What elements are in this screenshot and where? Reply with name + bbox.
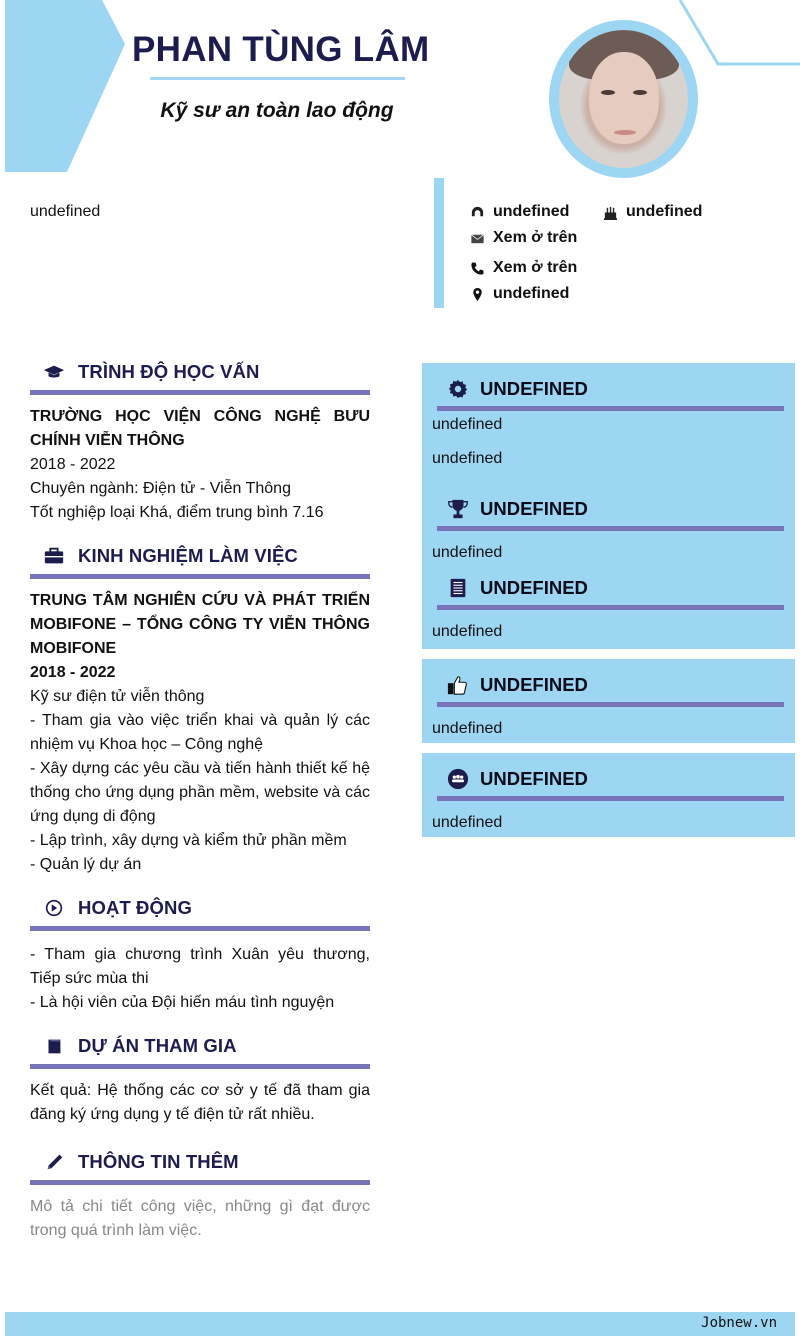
header-line-decoration xyxy=(670,0,800,70)
company-name: TRUNG TÂM NGHIÊN CỨU VÀ PHÁT TRIỂN MOBIFONE – TỔNG CÔNG TY VIỄN THÔNG MOBIFONE xyxy=(30,592,370,657)
panel-divider xyxy=(437,796,784,801)
section-experience xyxy=(30,539,370,877)
briefcase-icon xyxy=(42,545,66,567)
panel-item: undefined xyxy=(432,544,503,561)
avatar xyxy=(559,30,688,168)
contact-address: undefined xyxy=(469,285,569,303)
panel-title: UNDEFINED xyxy=(480,498,588,519)
avatar-frame xyxy=(549,20,698,178)
contact-email: Xem ở trên xyxy=(469,229,577,247)
panel-item: undefined xyxy=(432,450,503,467)
experience-period: 2018 - 2022 xyxy=(30,664,116,681)
name-underline xyxy=(150,77,405,80)
education-major: Chuyên ngành: Điện tử - Viễn Thông xyxy=(30,480,291,497)
candidate-name: PHAN TÙNG LÂM xyxy=(132,30,430,69)
project-text: Kết quả: Hệ thống các cơ sở y tế đã tham gia đăng ký ứng dụng y tế điện tử rất nhiều. xyxy=(30,1082,370,1123)
header-hexagon-decoration xyxy=(5,0,125,172)
section-title: KINH NGHIỆM LÀM VIỆC xyxy=(78,545,298,566)
extra-info-text: Mô tả chi tiết công việc, những gì đạt được trong quá trình làm việc. xyxy=(30,1198,370,1239)
career-summary: undefined xyxy=(30,203,101,220)
right-panel-group-1 xyxy=(422,363,795,649)
section-education xyxy=(30,355,370,525)
activity-line: - Là hội viên của Đội hiến máu tình nguyện xyxy=(30,994,335,1011)
experience-line: - Quản lý dự án xyxy=(30,856,142,873)
group-icon xyxy=(446,768,470,790)
panel-item: undefined xyxy=(432,623,503,640)
footer-brand[interactable]: Jobnew.vn xyxy=(701,1315,777,1331)
panel-title: UNDEFINED xyxy=(480,768,588,789)
contact-birthday: undefined xyxy=(602,203,702,221)
section-divider xyxy=(30,1064,370,1069)
birthday-cake-icon xyxy=(602,204,618,220)
panel-title: UNDEFINED xyxy=(480,577,588,598)
contact-accent-bar xyxy=(434,178,444,308)
panel-divider xyxy=(437,702,784,707)
graduation-cap-icon xyxy=(42,361,66,383)
panel-item: undefined xyxy=(432,814,503,831)
experience-line: - Tham gia vào việc triển khai và quản lý các nhiệm vụ Khoa học – Công nghệ xyxy=(30,712,370,753)
left-column xyxy=(30,355,370,1257)
panel-item: undefined xyxy=(432,416,503,433)
pencil-icon xyxy=(42,1151,66,1173)
experience-line: - Lập trình, xây dựng và kiểm thử phần mềm xyxy=(30,832,347,849)
play-circle-icon xyxy=(42,897,66,919)
map-pin-icon xyxy=(469,286,485,302)
panel-title: UNDEFINED xyxy=(480,378,588,399)
right-panel-interests xyxy=(422,659,795,743)
envelope-icon xyxy=(469,230,485,246)
thumbs-up-icon xyxy=(446,674,470,696)
experience-position: Kỹ sư điện tử viễn thông xyxy=(30,688,205,705)
job-title: Kỹ sư an toàn lao động xyxy=(160,99,394,122)
experience-line: - Xây dựng các yêu cầu và tiến hành thiết kế hệ thống cho ứng dụng phần mềm, website và các ứng dụng di động xyxy=(30,760,370,825)
school-name: TRƯỜNG HỌC VIỆN CÔNG NGHỆ BƯU CHÍNH VIỄN THÔNG xyxy=(30,408,370,449)
document-icon xyxy=(446,577,470,599)
right-panel-references xyxy=(422,753,795,837)
section-extra-info xyxy=(30,1145,370,1243)
phone-icon xyxy=(469,260,485,276)
section-title: TRÌNH ĐỘ HỌC VẤN xyxy=(78,361,260,382)
gear-icon xyxy=(446,378,470,400)
activity-line: - Tham gia chương trình Xuân yêu thương, Tiếp sức mùa thi xyxy=(30,946,370,987)
education-period: 2018 - 2022 xyxy=(30,456,116,473)
section-title: THÔNG TIN THÊM xyxy=(78,1151,239,1172)
section-divider xyxy=(30,390,370,395)
education-result: Tốt nghiệp loại Khá, điểm trung bình 7.16 xyxy=(30,504,324,521)
section-activities xyxy=(30,891,370,1015)
footer-bar xyxy=(5,1312,795,1336)
section-divider xyxy=(30,1180,370,1185)
contact-phone: Xem ở trên xyxy=(469,259,577,277)
panel-divider xyxy=(437,406,784,411)
section-title: HOẠT ĐỘNG xyxy=(78,897,192,918)
panel-divider xyxy=(437,526,784,531)
section-divider xyxy=(30,926,370,931)
section-title: DỰ ÁN THAM GIA xyxy=(78,1035,237,1056)
panel-item: undefined xyxy=(432,720,503,737)
contact-gender: undefined xyxy=(469,203,569,221)
panel-divider xyxy=(437,605,784,610)
user-icon xyxy=(469,204,485,220)
trophy-icon xyxy=(446,498,470,520)
section-divider xyxy=(30,574,370,579)
section-projects xyxy=(30,1029,370,1127)
panel-title: UNDEFINED xyxy=(480,674,588,695)
book-icon xyxy=(42,1035,66,1057)
